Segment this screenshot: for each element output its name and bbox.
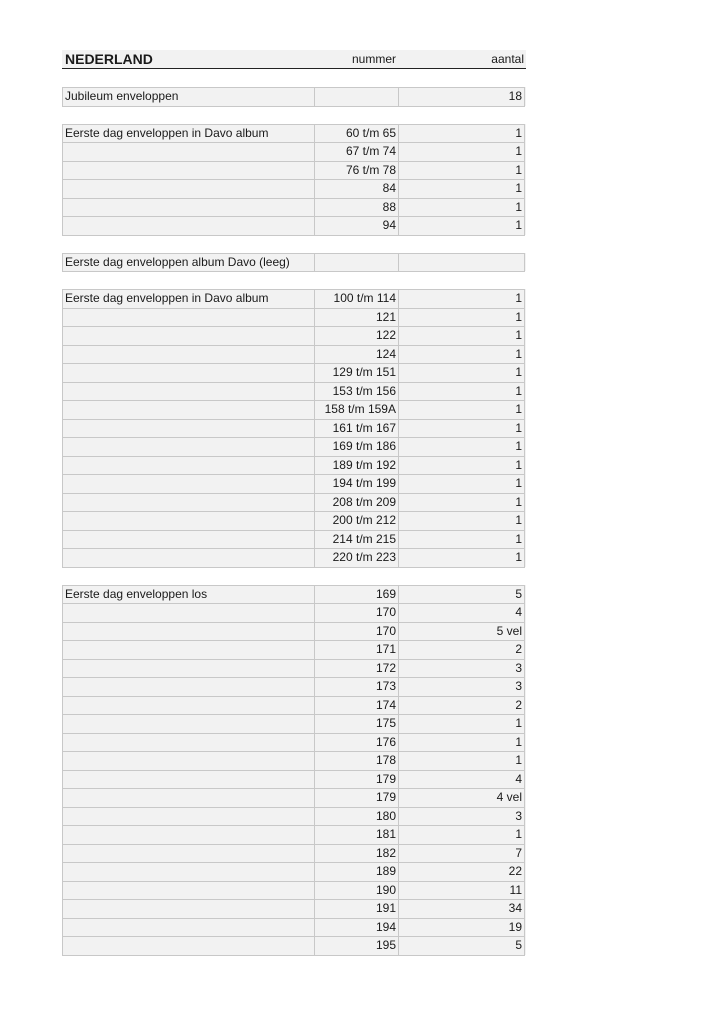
cell-nummer[interactable]: 84 <box>314 179 399 199</box>
cell-aantal[interactable]: 4 <box>398 770 525 790</box>
cell-label[interactable] <box>62 881 315 901</box>
cell-label[interactable] <box>62 326 315 346</box>
cell-label[interactable]: Jubileum enveloppen <box>62 87 315 107</box>
table-row <box>62 87 526 106</box>
cell-nummer[interactable]: 169 <box>314 585 399 605</box>
cell-nummer[interactable]: 194 t/m 199 <box>314 474 399 494</box>
cell-label[interactable] <box>62 530 315 550</box>
table-row <box>62 437 526 456</box>
cell-aantal[interactable]: 4 <box>398 603 525 623</box>
table-group <box>62 289 526 567</box>
table-row <box>62 216 526 235</box>
cell-aantal[interactable]: 1 <box>398 326 525 346</box>
cell-aantal[interactable]: 1 <box>398 198 525 218</box>
cell-label[interactable] <box>62 161 315 181</box>
cell-label[interactable] <box>62 198 315 218</box>
cell-nummer[interactable]: 171 <box>314 640 399 660</box>
cell-nummer[interactable]: 195 <box>314 936 399 956</box>
cell-nummer[interactable]: 220 t/m 223 <box>314 548 399 568</box>
table-row <box>62 400 526 419</box>
cell-aantal[interactable]: 1 <box>398 530 525 550</box>
table-row <box>62 622 526 641</box>
cell-aantal[interactable]: 3 <box>398 677 525 697</box>
cell-aantal[interactable]: 5 <box>398 585 525 605</box>
cell-aantal[interactable]: 1 <box>398 493 525 513</box>
cell-label[interactable] <box>62 400 315 420</box>
cell-aantal[interactable]: 1 <box>398 308 525 328</box>
cell-nummer[interactable]: 170 <box>314 603 399 623</box>
table-row <box>62 714 526 733</box>
table-row <box>62 825 526 844</box>
cell-aantal[interactable]: 1 <box>398 142 525 162</box>
cell-nummer[interactable]: 194 <box>314 918 399 938</box>
table-row <box>62 548 526 567</box>
cell-aantal[interactable]: 1 <box>398 474 525 494</box>
cell-aantal[interactable]: 1 <box>398 179 525 199</box>
table-row <box>62 585 526 604</box>
cell-label[interactable] <box>62 696 315 716</box>
table-row <box>62 308 526 327</box>
cell-label[interactable] <box>62 751 315 771</box>
cell-aantal[interactable]: 1 <box>398 382 525 402</box>
table-row <box>62 363 526 382</box>
cell-label[interactable] <box>62 899 315 919</box>
cell-label[interactable] <box>62 622 315 642</box>
cell-label[interactable]: Eerste dag enveloppen in Davo album <box>62 124 315 144</box>
table-row <box>62 124 526 143</box>
cell-aantal[interactable]: 1 <box>398 548 525 568</box>
cell-nummer[interactable]: 173 <box>314 677 399 697</box>
cell-aantal[interactable]: 1 <box>398 714 525 734</box>
sheet-title: NEDERLAND <box>65 51 153 67</box>
table-row <box>62 198 526 217</box>
cell-label[interactable] <box>62 474 315 494</box>
table-row <box>62 345 526 364</box>
cell-label[interactable] <box>62 548 315 568</box>
table-row <box>62 918 526 937</box>
cell-label[interactable] <box>62 844 315 864</box>
cell-label[interactable]: Eerste dag enveloppen los <box>62 585 315 605</box>
table-row <box>62 807 526 826</box>
table-row <box>62 530 526 549</box>
cell-aantal[interactable]: 5 <box>398 936 525 956</box>
cell-aantal[interactable]: 1 <box>398 825 525 845</box>
cell-aantal[interactable]: 1 <box>398 345 525 365</box>
cell-aantal[interactable]: 1 <box>398 161 525 181</box>
table-row <box>62 142 526 161</box>
cell-nummer[interactable]: 121 <box>314 308 399 328</box>
cell-nummer[interactable]: 88 <box>314 198 399 218</box>
cell-aantal[interactable]: 5 vel <box>398 622 525 642</box>
cell-label[interactable] <box>62 308 315 328</box>
cell-nummer[interactable]: 122 <box>314 326 399 346</box>
cell-nummer[interactable]: 170 <box>314 622 399 642</box>
table-row <box>62 326 526 345</box>
cell-nummer[interactable]: 191 <box>314 899 399 919</box>
table-group <box>62 253 526 272</box>
cell-nummer[interactable]: 174 <box>314 696 399 716</box>
cell-label[interactable] <box>62 382 315 402</box>
cell-aantal[interactable]: 34 <box>398 899 525 919</box>
cell-nummer[interactable]: 124 <box>314 345 399 365</box>
cell-aantal[interactable]: 22 <box>398 862 525 882</box>
cell-nummer[interactable]: 208 t/m 209 <box>314 493 399 513</box>
cell-nummer[interactable]: 181 <box>314 825 399 845</box>
cell-nummer[interactable]: 178 <box>314 751 399 771</box>
table-row <box>62 640 526 659</box>
table-body <box>62 87 526 955</box>
table-row <box>62 179 526 198</box>
table-row <box>62 419 526 438</box>
cell-label[interactable] <box>62 603 315 623</box>
cell-nummer[interactable]: 182 <box>314 844 399 864</box>
cell-nummer[interactable]: 153 t/m 156 <box>314 382 399 402</box>
cell-aantal[interactable]: 1 <box>398 733 525 753</box>
cell-label[interactable] <box>62 807 315 827</box>
cell-nummer[interactable]: 100 t/m 114 <box>314 289 399 309</box>
cell-nummer[interactable] <box>314 253 399 273</box>
cell-aantal[interactable]: 1 <box>398 511 525 531</box>
cell-nummer[interactable]: 200 t/m 212 <box>314 511 399 531</box>
cell-label[interactable] <box>62 733 315 753</box>
cell-aantal[interactable]: 11 <box>398 881 525 901</box>
cell-nummer[interactable]: 129 t/m 151 <box>314 363 399 383</box>
cell-aantal[interactable]: 1 <box>398 419 525 439</box>
cell-nummer[interactable]: 189 t/m 192 <box>314 456 399 476</box>
cell-nummer[interactable]: 179 <box>314 770 399 790</box>
table-row <box>62 881 526 900</box>
cell-nummer[interactable]: 161 t/m 167 <box>314 419 399 439</box>
table-row <box>62 862 526 881</box>
cell-nummer[interactable]: 169 t/m 186 <box>314 437 399 457</box>
spreadsheet-sheet <box>62 50 526 955</box>
cell-aantal[interactable]: 1 <box>398 437 525 457</box>
cell-nummer[interactable] <box>314 87 399 107</box>
cell-nummer[interactable]: 172 <box>314 659 399 679</box>
cell-nummer[interactable]: 190 <box>314 881 399 901</box>
cell-aantal[interactable]: 1 <box>398 751 525 771</box>
cell-nummer[interactable]: 214 t/m 215 <box>314 530 399 550</box>
cell-aantal[interactable]: 18 <box>398 87 525 107</box>
cell-aantal[interactable]: 2 <box>398 696 525 716</box>
table-row <box>62 844 526 863</box>
cell-nummer[interactable]: 60 t/m 65 <box>314 124 399 144</box>
cell-label[interactable] <box>62 770 315 790</box>
cell-aantal[interactable]: 1 <box>398 363 525 383</box>
cell-label[interactable] <box>62 216 315 236</box>
cell-label[interactable] <box>62 659 315 679</box>
cell-aantal[interactable] <box>398 253 525 273</box>
cell-aantal[interactable]: 19 <box>398 918 525 938</box>
column-header-nummer: nummer <box>351 52 396 66</box>
cell-nummer[interactable]: 179 <box>314 788 399 808</box>
cell-aantal[interactable]: 1 <box>398 216 525 236</box>
table-row <box>62 899 526 918</box>
table-row <box>62 493 526 512</box>
table-row <box>62 936 526 955</box>
cell-aantal[interactable]: 7 <box>398 844 525 864</box>
sheet-header <box>62 50 526 69</box>
cell-label[interactable] <box>62 363 315 383</box>
cell-label[interactable]: Eerste dag enveloppen in Davo album <box>62 289 315 309</box>
cell-label[interactable] <box>62 142 315 162</box>
cell-label[interactable] <box>62 788 315 808</box>
cell-label[interactable] <box>62 862 315 882</box>
cell-nummer[interactable]: 76 t/m 78 <box>314 161 399 181</box>
cell-nummer[interactable]: 175 <box>314 714 399 734</box>
cell-nummer[interactable]: 180 <box>314 807 399 827</box>
cell-label[interactable] <box>62 677 315 697</box>
table-row <box>62 456 526 475</box>
cell-nummer[interactable]: 67 t/m 74 <box>314 142 399 162</box>
table-row <box>62 770 526 789</box>
cell-nummer[interactable]: 189 <box>314 862 399 882</box>
cell-label[interactable] <box>62 511 315 531</box>
cell-aantal[interactable]: 1 <box>398 456 525 476</box>
table-row <box>62 511 526 530</box>
cell-aantal[interactable]: 3 <box>398 659 525 679</box>
cell-nummer[interactable]: 94 <box>314 216 399 236</box>
table-group <box>62 87 526 106</box>
cell-label[interactable] <box>62 936 315 956</box>
table-row <box>62 474 526 493</box>
table-row <box>62 603 526 622</box>
cell-nummer[interactable]: 176 <box>314 733 399 753</box>
table-row <box>62 253 526 272</box>
table-row <box>62 289 526 308</box>
cell-aantal[interactable]: 2 <box>398 640 525 660</box>
table-group <box>62 585 526 955</box>
table-row <box>62 733 526 752</box>
cell-aantal[interactable]: 4 vel <box>398 788 525 808</box>
cell-aantal[interactable]: 3 <box>398 807 525 827</box>
table-row <box>62 659 526 678</box>
cell-label[interactable] <box>62 437 315 457</box>
column-header-aantal: aantal <box>491 52 524 66</box>
cell-label[interactable] <box>62 419 315 439</box>
cell-aantal[interactable]: 1 <box>398 400 525 420</box>
cell-label[interactable] <box>62 179 315 199</box>
cell-label[interactable]: Eerste dag enveloppen album Davo (leeg) <box>62 253 315 273</box>
cell-label[interactable] <box>62 493 315 513</box>
table-row <box>62 751 526 770</box>
cell-aantal[interactable]: 1 <box>398 289 525 309</box>
table-row <box>62 677 526 696</box>
cell-label[interactable] <box>62 456 315 476</box>
cell-aantal[interactable]: 1 <box>398 124 525 144</box>
cell-label[interactable] <box>62 918 315 938</box>
table-group <box>62 124 526 235</box>
cell-label[interactable] <box>62 345 315 365</box>
table-row <box>62 161 526 180</box>
table-row <box>62 382 526 401</box>
cell-label[interactable] <box>62 714 315 734</box>
cell-nummer[interactable]: 158 t/m 159A <box>314 400 399 420</box>
table-row <box>62 696 526 715</box>
cell-label[interactable] <box>62 640 315 660</box>
table-row <box>62 788 526 807</box>
cell-label[interactable] <box>62 825 315 845</box>
